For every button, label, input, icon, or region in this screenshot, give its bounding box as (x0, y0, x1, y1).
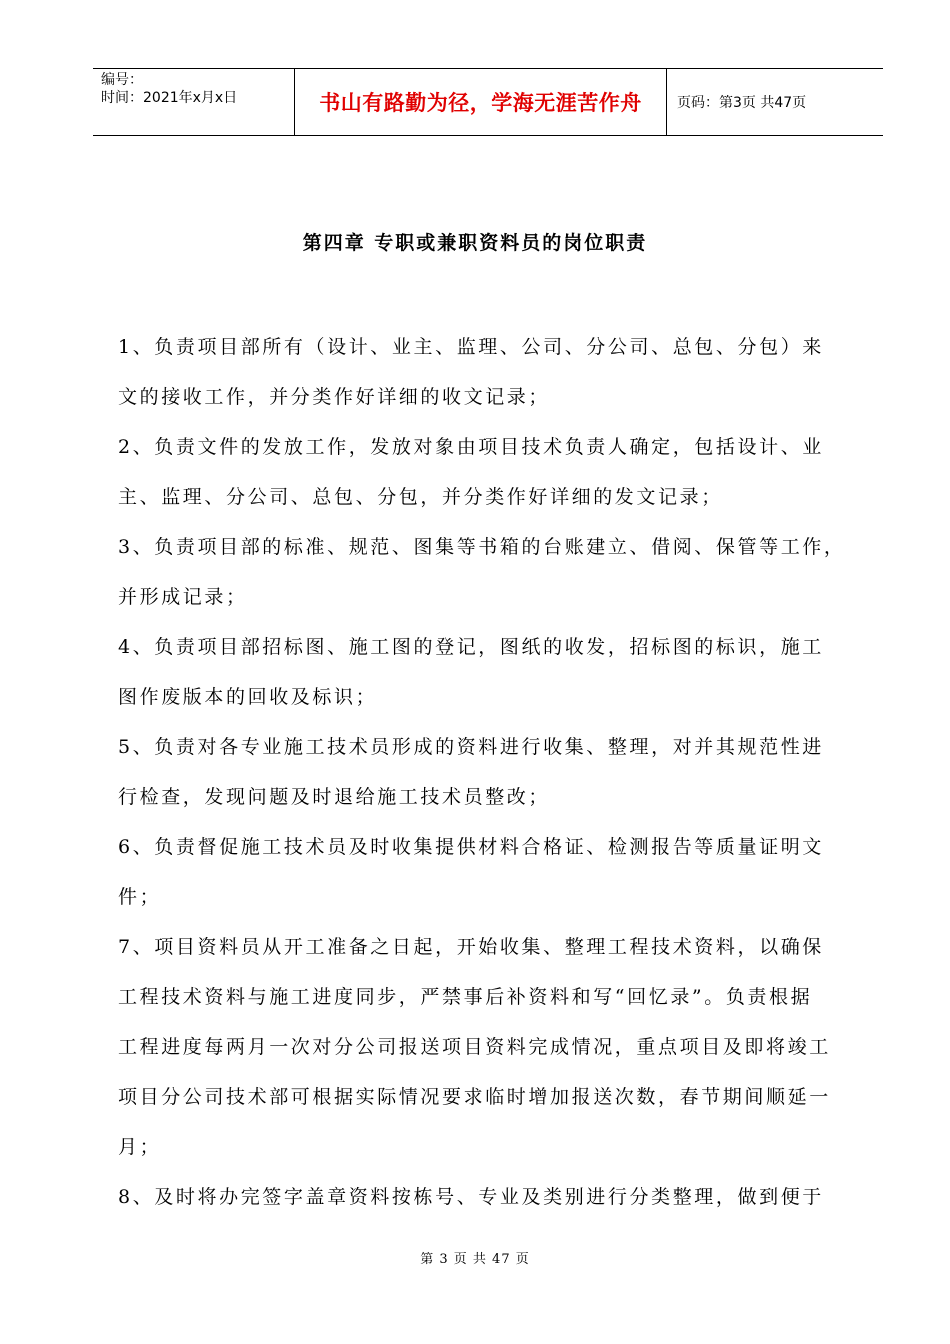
text-line-12: 件； (118, 886, 162, 908)
text-line-7: 4、负责项目部招标图、施工图的登记，图纸的收发，招标图的标识，施工 (118, 636, 824, 658)
header-meta (93, 69, 295, 135)
document-body (118, 322, 858, 1222)
text-line-2: 文的接收工作，并分类作好详细的收文记录； (118, 386, 551, 408)
text-line-3: 2、负责文件的发放工作，发放对象由项目技术负责人确定，包括设计、业 (118, 436, 824, 458)
text-line-14: 工程技术资料与施工进度同步，严禁事后补资料和写“回忆录”。负责根据 (118, 986, 813, 1008)
text-line-6: 并形成记录； (118, 586, 248, 608)
text-line-17: 月； (118, 1136, 162, 1158)
header-number-label: 编号： (101, 72, 143, 88)
text-line-18: 8、及时将办完签字盖章资料按栋号、专业及类别进行分类整理，做到便于 (118, 1186, 824, 1208)
text-line-15: 工程进度每两月一次对分公司报送项目资料完成情况，重点项目及即将竣工 (118, 1036, 831, 1058)
page-footer: 第 3 页 共 47 页 (420, 1252, 530, 1267)
chapter-title: 第四章 专职或兼职资料员的岗位职责 (302, 232, 648, 254)
text-line-11: 6、负责督促施工技术员及时收集提供材料合格证、检测报告等质量证明文 (118, 836, 824, 858)
text-line-9: 5、负责对各专业施工技术员形成的资料进行收集、整理，对并其规范性进 (118, 736, 824, 758)
header-time-label: 时间：2021年x月x日 (101, 90, 238, 106)
text-line-1: 1、负责项目部所有（设计、业主、监理、公司、分公司、总包、分包）来 (118, 336, 824, 358)
text-line-10: 行检查，发现问题及时退给施工技术员整改； (118, 786, 551, 808)
text-line-8: 图作废版本的回收及标识； (118, 686, 378, 708)
page-header (93, 68, 883, 136)
header-page-info: 页码：第3页 共47页 (677, 95, 807, 111)
text-line-4: 主、监理、分公司、总包、分包，并分类作好详细的发文记录； (118, 486, 723, 508)
text-line-16: 项目分公司技术部可根据实际情况要求临时增加报送次数，春节期间顺延一 (118, 1086, 831, 1108)
text-line-13: 7、项目资料员从开工准备之日起，开始收集、整理工程技术资料，以确保 (118, 936, 824, 958)
text-line-5: 3、负责项目部的标准、规范、图集等书箱的台账建立、借阅、保管等工作， (118, 536, 846, 558)
header-motto: 书山有路勤为径，学海无涯苦作舟 (295, 69, 667, 135)
